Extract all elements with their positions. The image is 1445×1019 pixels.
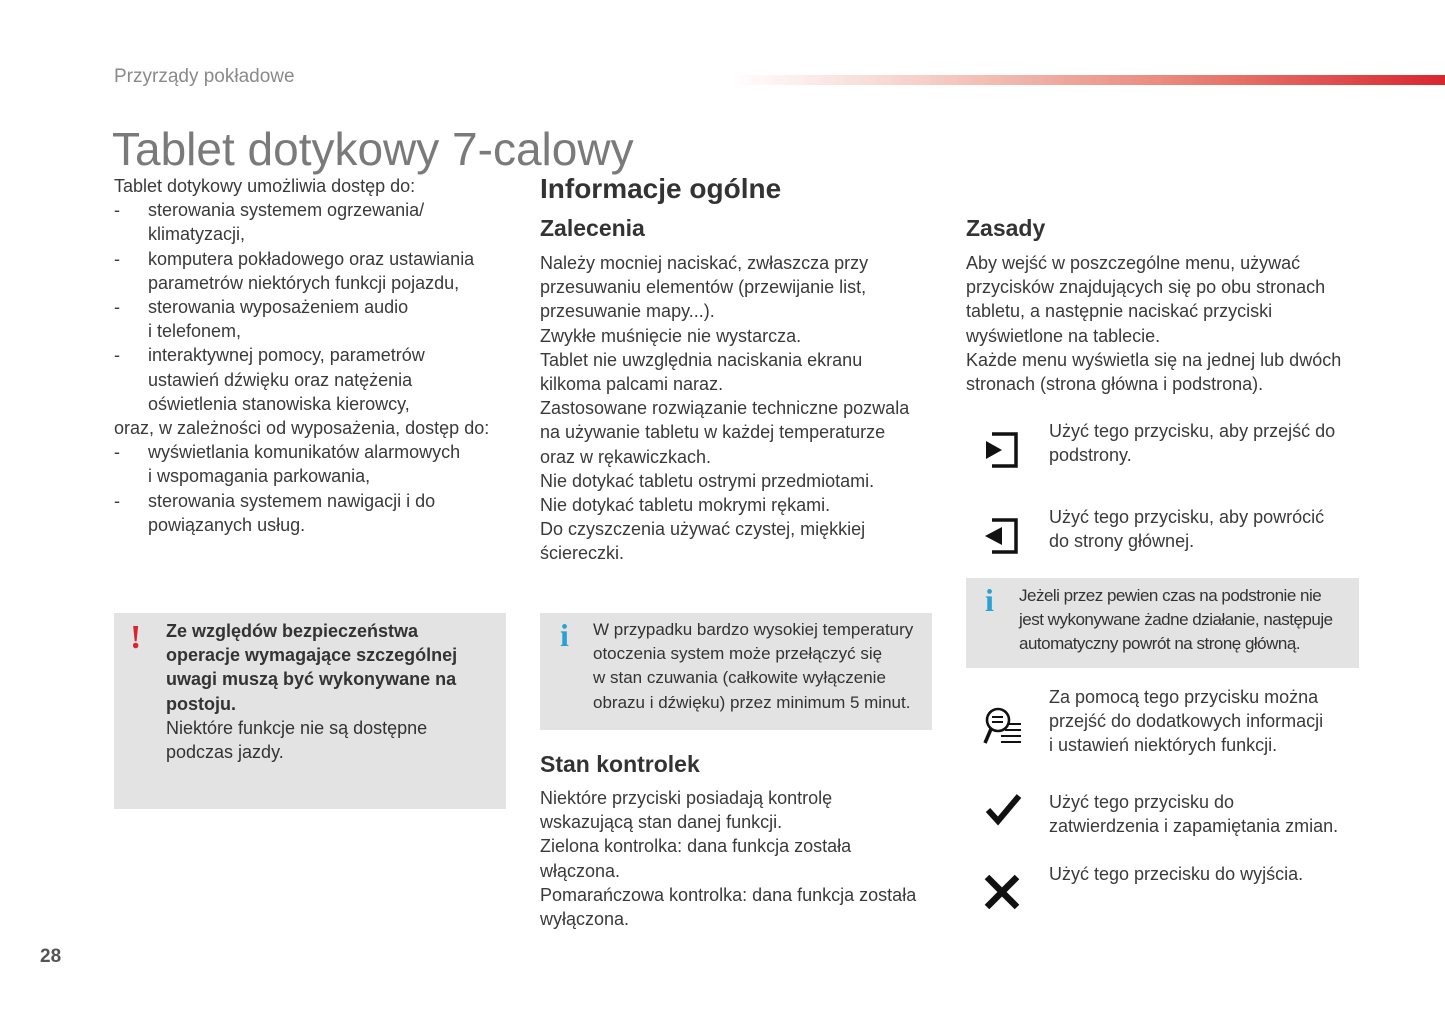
list-item: - interaktywnej pomocy, parametrów ustawień dźwięku oraz natężenia oświetlenia stanowiska kierowcy, — [114, 345, 425, 414]
exit-description: Użyć tego przecisku do wyjścia. — [1049, 864, 1304, 884]
indicators-text: Niektóre przyciski posiadają kontrolę wskazującą stan danej funkcji. Zielona kontrolka: dana funkcja została włączona. Pomarańczowa kontrolka: dana funkcja została wyłączona. — [540, 788, 917, 930]
recommendations-heading: Zalecenia — [540, 215, 645, 241]
general-heading: Informacje ogólne — [540, 173, 782, 204]
warning-line: Niektóre funkcje nie są dostępne — [166, 717, 428, 738]
options-description: Za pomocą tego przycisku można przejść do dodatkowych informacji i ustawień niektórych funkcji. — [1049, 687, 1324, 756]
intro-section — [114, 174, 514, 537]
return-main-icon — [980, 514, 1024, 558]
list-item: - wyświetlania komunikatów alarmowych i wspomagania parkowania, — [114, 442, 461, 487]
warning-bold-line: operacje wymagające szczególnej — [166, 645, 458, 666]
enter-subpage-icon — [980, 428, 1024, 472]
close-x-icon — [980, 870, 1024, 914]
warning-icon: ! — [130, 619, 142, 656]
return-main-description: Użyć tego przycisku, aby powrócić do strony głównej. — [1049, 507, 1325, 552]
warning-box — [114, 613, 506, 809]
intro-middle: oraz, w zależności od wyposażenia, dostęp do: — [114, 418, 490, 439]
header-accent-bar — [730, 75, 1445, 85]
confirm-description: Użyć tego przycisku do zatwierdzenia i zapamiętania zmian. — [1049, 792, 1339, 837]
list-item: - sterowania wyposażeniem audio i telefonem, — [114, 297, 409, 342]
list-item: - sterowania systemem nawigacji i do powiązanych usług. — [114, 490, 436, 535]
options-search-icon — [981, 703, 1025, 747]
info-icon: i — [985, 582, 994, 618]
intro-lead: Tablet dotykowy umożliwia dostęp do: — [114, 176, 416, 196]
subpage-note-box: i Jeżeli przez pewien czas na podstronie nie jest wykonywane żadne działanie, następuje automatyczny powrót na stronę główną. — [966, 578, 1359, 668]
warning-bold-line: postoju. — [166, 693, 236, 714]
page-title: Tablet dotykowy 7-calowy — [112, 123, 634, 175]
indicators-heading: Stan kontrolek — [540, 751, 700, 777]
section-label: Przyrządy pokładowe — [114, 66, 295, 87]
warning-line: podczas jazdy. — [166, 742, 284, 763]
checkmark-icon — [983, 788, 1027, 832]
temperature-note-box: i W przypadku bardzo wysokiej temperatury otoczenia system może przełączyć się w stan czuwania (całkowite wyłączenie obrazu i dźwięku) przez minimum 5 minut. — [540, 613, 932, 730]
list-item: - sterowania systemem ogrzewania/ klimatyzacji, — [114, 200, 425, 245]
recommendations-text: Należy mocniej naciskać, zwłaszcza przy przesuwaniu elementów (przewijanie list, przesuwanie mapy...). Zwykłe muśnięcie nie wystarcza. Tablet nie uwzględnia naciskania ekranu kilkoma palcami naraz. Zastosowane rozwiązanie techniczne pozwala na używanie tabletu w każdej temperaturze oraz w rękawiczkach. Nie dotykać tabletu ostrymi przedmiotami. Nie dotykać tabletu mokrymi rękami. Do czyszczenia używać czystej, miękkiej ściereczki. — [540, 253, 910, 564]
rules-text: Aby wejść w poszczególne menu, używać przycisków znajdujących się po obu stronach tabletu, a następnie naciskać przyciski wyświetlone na tablecie. Każde menu wyświetla się na jednej lub dwóch stronach (strona główna i podstrona). — [966, 253, 1342, 395]
warning-bold-line: uwagi muszą być wykonywane na — [166, 669, 457, 690]
info-icon: i — [560, 617, 569, 653]
warning-bold-line: Ze względów bezpieczeństwa — [166, 621, 419, 641]
page-number: 28 — [40, 946, 62, 967]
enter-subpage-description: Użyć tego przycisku, aby przejść do podstrony. — [1049, 421, 1336, 466]
rules-heading: Zasady — [966, 215, 1046, 241]
list-item: - komputera pokładowego oraz ustawiania parametrów niektórych funkcji pojazdu, — [114, 248, 475, 293]
